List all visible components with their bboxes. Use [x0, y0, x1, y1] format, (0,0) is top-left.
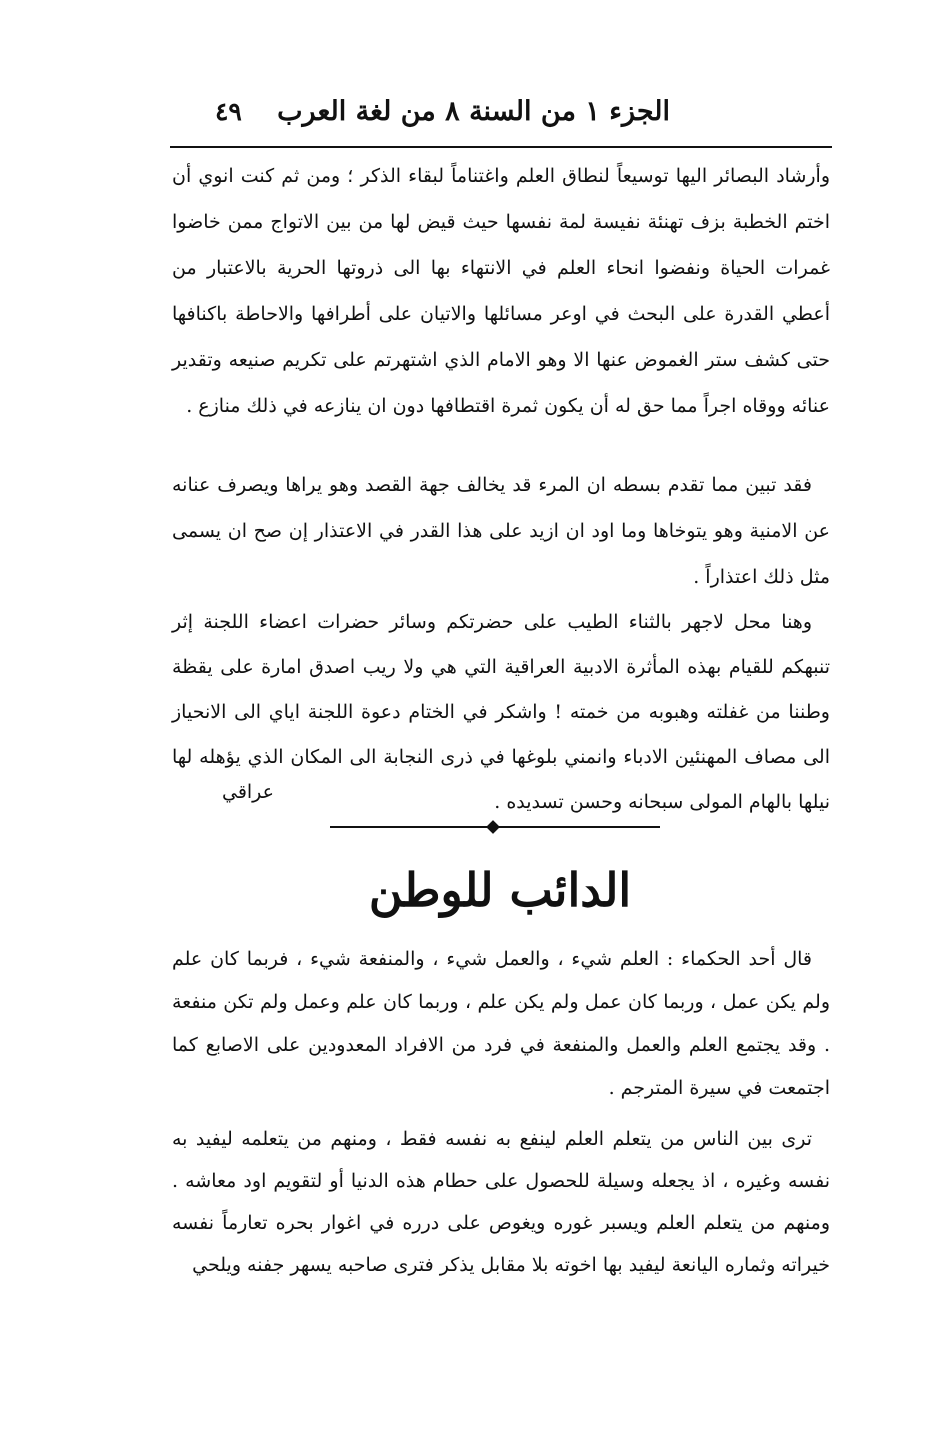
paragraph-apology: فقد تبين مما تقدم بسطه ان المرء قد يخالف جهة القصد وهو يراها ويصرف عنانه عن الامنية وهو يتوخاها وما اود ان ازيد على هذا القدر في الاعتذار إن صح ان يسمى مثل ذلك اعتذاراً .: [172, 474, 830, 588]
article-paragraph-1: قال أحد الحكماء : العلم شيء ، والعمل شيء ، والمنفعة شيء ، فربما كان علم ولم يكن عمل ، وربما كان عمل ولم يكن علم ، وربما كان علم وعمل ولم تكن منفعة . وقد يجتمع العلم والعمل والمنفعة في فرد من الافراد المعدودين على الاصابع كما اجتمعت في سيرة المترجم .: [172, 948, 830, 1099]
divider-ornament-icon: [486, 820, 500, 834]
section-divider: [330, 820, 660, 834]
paragraph-closing-speech: وأرشاد البصائر اليها توسيعاً لنطاق العلم واغتناماً لبقاء الذكر ؛ ومن ثم كنت انوي أن اختم الخطبة بزف تهنئة نفيسة لمة نفسها حيث قيض لها من بين الاتواج ممن خاضوا غمرات الحياة ونفضوا انحاء العلم في الانتهاء بها الى ذروتها الحرية بالاعتبار من أعطي القدرة على البحث في اوعر مسائلها والاتيان على أطرافها والاحاطة باكنافها حتى كشف ستر الغموض عنها الا وهو الامام الذي اشتهرتم على تكريم صنيعه وتقدير عنائه ووقاه اجراً مما حق له أن يكون ثمرة اقتطافها دون ان ينازعه في ذلك منازع .: [172, 165, 830, 417]
header-rule: [170, 146, 832, 148]
page-number: ٤٩: [215, 97, 242, 126]
article-title: الدائب للوطن: [368, 863, 632, 917]
article-paragraph-2: ترى بين الناس من يتعلم العلم لينفع به نفسه فقط ، ومنهم من يتعلمه ليفيد به نفسه وغيره ، اذ يجعله وسيلة للحصول على حطام هذه الدنيا أو لتقويم اود معاشه . ومنهم من يتعلم العلم ويسبر غوره ويغوص على درره في اغوار بحره تعارماً نفسه خيراته وثماره اليانعة ليفيد بها اخوته بلا مقابل يذكر فترى صاحبه يسهر جفنه ويلحي: [172, 1128, 830, 1276]
running-title: الجزء ١ من السنة ٨ من لغة العرب: [277, 96, 670, 127]
paragraph-thanks: وهنا محل لاجهر بالثناء الطيب على حضرتكم وسائر حضرات اعضاء اللجنة إثر تنبهكم للقيام بهذه المأثرة الادبية العراقية التي هي ولا ريب اصدق امارة على يقظة وطننا من غفلته وهبوبه من خمته ! واشكر في الختام دعوة اللجنة اياي الى الانحياز الى مصاف المهنئين الادباء وانمني بلوغها في ذرى النجابة الى المكان الذي يؤهله لها نيلها بالهام المولى سبحانه وحسن تسديده .: [172, 611, 830, 813]
signature: عراقي: [221, 781, 275, 803]
